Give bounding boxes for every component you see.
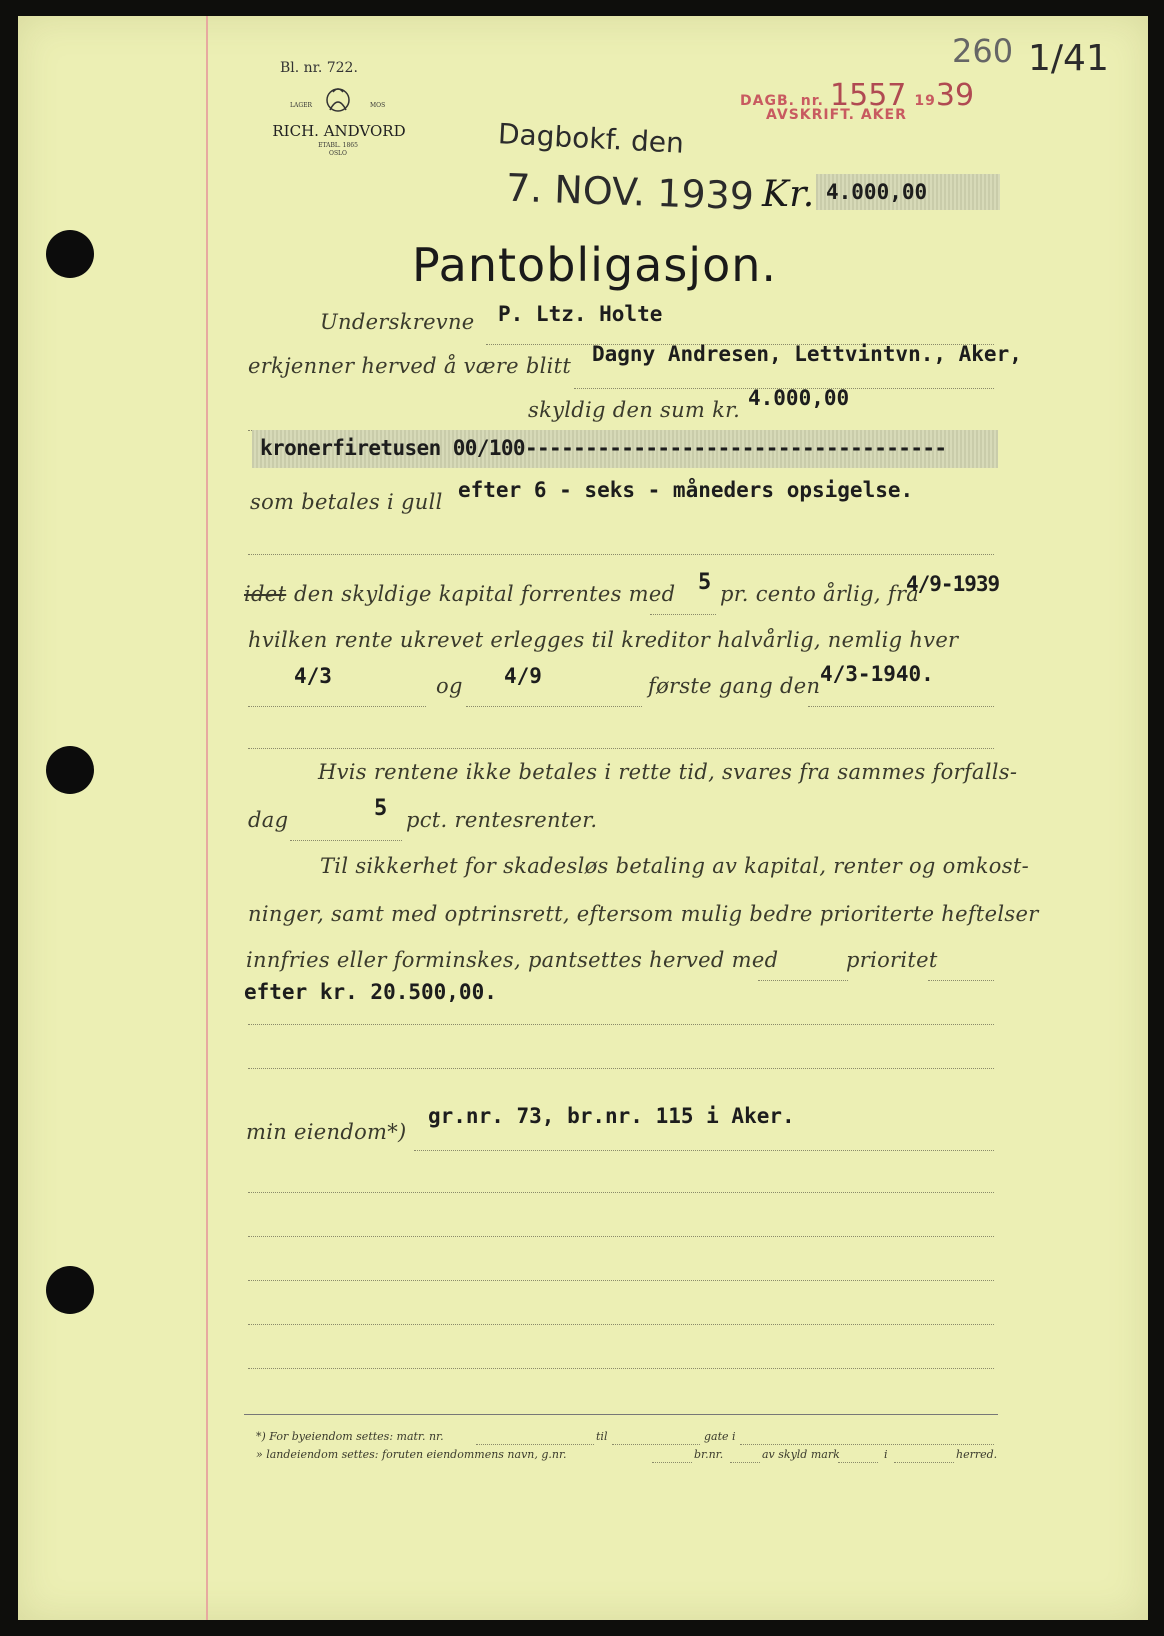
stamp-year: 39 bbox=[935, 78, 975, 113]
dotted-line bbox=[928, 980, 994, 981]
dagbok-date: 7. NOV. 1939 bbox=[505, 165, 755, 219]
sum-value: 4.000,00 bbox=[748, 386, 850, 410]
first-payment-date: 4/3-1940. bbox=[820, 662, 934, 686]
footnote-line-2: » landeiendom settes: foruten eiendommens navn, g.nr. bbox=[256, 1448, 567, 1461]
logo-left-text: LAGER bbox=[290, 102, 313, 109]
dotted-line bbox=[466, 706, 642, 707]
interest-start-date: 4/9-1939 bbox=[906, 572, 1000, 596]
publisher-city: OSLO bbox=[329, 150, 347, 157]
dotted-line bbox=[650, 614, 716, 615]
dotted-line bbox=[248, 554, 994, 555]
margin-line bbox=[206, 16, 208, 1620]
day-label: dag bbox=[248, 808, 289, 832]
publisher-name: RICH. ANDVORD bbox=[272, 122, 406, 140]
stamp-number: 1557 bbox=[830, 78, 907, 113]
footnote-til: til bbox=[596, 1430, 608, 1443]
logo-right-text: MOS bbox=[370, 102, 386, 109]
interest-label: den skyldige kapital forrentes med bbox=[294, 582, 676, 606]
interest-rate: 5 bbox=[698, 570, 712, 595]
dotted-line bbox=[808, 706, 994, 707]
security-text-2: ninger, samt med optrinsrett, eftersom mulig bedre prioriterte heftelser bbox=[248, 902, 1039, 926]
dotted-line bbox=[248, 706, 426, 707]
dotted-line bbox=[740, 1444, 994, 1445]
registration-stamp bbox=[740, 78, 974, 123]
page-number: 260 bbox=[952, 32, 1014, 70]
footnote-line-1: *) For byeiendom settes: matr. nr. bbox=[256, 1430, 444, 1443]
stamp-office: AVSKRIFT. AKER bbox=[766, 107, 907, 123]
interest-label-2: pr. cento årlig, fra bbox=[720, 582, 920, 606]
amount-prefix: Kr. bbox=[762, 174, 815, 215]
dotted-line bbox=[414, 1150, 994, 1151]
payment-schedule-text: hvilken rente ukrevet erlegges til kreditor halvårlig, nemlig hver bbox=[248, 628, 959, 652]
dagbok-label: Dagbokf. den bbox=[497, 117, 685, 160]
property-label: min eiendom*) bbox=[246, 1120, 407, 1144]
dotted-line bbox=[248, 1236, 994, 1237]
payment-label: som betales i gull bbox=[250, 490, 443, 514]
debtor-value: P. Ltz. Holte bbox=[498, 302, 663, 326]
dotted-line bbox=[758, 980, 848, 981]
punch-hole bbox=[46, 230, 94, 278]
struck-word: idet bbox=[244, 582, 287, 606]
dotted-line bbox=[248, 748, 994, 749]
late-interest-rate: 5 bbox=[374, 796, 388, 821]
first-time-label: første gang den bbox=[648, 674, 821, 698]
dotted-line bbox=[248, 1192, 994, 1193]
page-mark: 1/41 bbox=[1028, 38, 1109, 79]
pledge-label: innfries eller forminskes, pantsettes herved med bbox=[246, 948, 779, 972]
late-interest-label: pct. rentesrenter. bbox=[406, 808, 598, 832]
footnote-brnr: br.nr. bbox=[694, 1448, 724, 1461]
debtor-label: Underskrevne bbox=[320, 310, 475, 334]
footnote-herred: herred. bbox=[956, 1448, 998, 1461]
security-text-1: Til sikkerhet for skadesløs betaling av kapital, renter og omkost- bbox=[320, 854, 1029, 878]
document-title: Pantobligasjon. bbox=[412, 238, 778, 292]
sum-words: kronerfiretusen 00/100----------------------------------- bbox=[260, 436, 947, 460]
dotted-line bbox=[652, 1462, 692, 1463]
publisher-established: ETABL. 1865 bbox=[318, 142, 358, 149]
footnote-skyld: av skyld mark bbox=[762, 1448, 840, 1461]
priority-value: efter kr. 20.500,00. bbox=[244, 980, 497, 1004]
dotted-line bbox=[248, 1280, 994, 1281]
creditor-value: Dagny Andresen, Lettvintvn., Aker, bbox=[592, 342, 1022, 366]
dotted-line bbox=[248, 1368, 994, 1369]
stamp-year-prefix: 19 bbox=[914, 93, 936, 109]
dotted-line bbox=[838, 1462, 878, 1463]
punch-hole bbox=[46, 1266, 94, 1314]
and-label: og bbox=[436, 674, 463, 698]
due-date-1: 4/3 bbox=[294, 664, 332, 688]
creditor-label: erkjenner herved å være blitt bbox=[248, 354, 572, 378]
late-interest-text: Hvis rentene ikke betales i rette tid, svares fra sammes forfalls- bbox=[318, 760, 1018, 784]
dotted-line bbox=[894, 1462, 954, 1463]
dotted-line bbox=[290, 840, 402, 841]
punch-hole bbox=[46, 746, 94, 794]
stamp-label: DAGB. nr. bbox=[740, 93, 825, 109]
dotted-line bbox=[612, 1444, 700, 1445]
document-page bbox=[18, 16, 1148, 1620]
property-value: gr.nr. 73, br.nr. 115 i Aker. bbox=[428, 1104, 795, 1128]
dotted-line bbox=[248, 1068, 994, 1069]
sum-label: skyldig den sum kr. bbox=[528, 398, 741, 422]
footnote-gate: gate i bbox=[704, 1430, 736, 1443]
dotted-line bbox=[730, 1462, 760, 1463]
dotted-line bbox=[476, 1444, 594, 1445]
amount-value: 4.000,00 bbox=[826, 180, 928, 204]
dotted-line bbox=[248, 1024, 994, 1025]
form-number: Bl. nr. 722. bbox=[280, 60, 358, 76]
payment-terms: efter 6 - seks - måneders opsigelse. bbox=[458, 478, 914, 502]
footnote-i: i bbox=[884, 1448, 888, 1461]
priority-label: prioritet bbox=[846, 948, 938, 972]
dotted-line bbox=[248, 1324, 994, 1325]
due-date-2: 4/9 bbox=[504, 664, 542, 688]
publisher-logo bbox=[272, 82, 406, 168]
footnote-rule bbox=[244, 1414, 998, 1415]
